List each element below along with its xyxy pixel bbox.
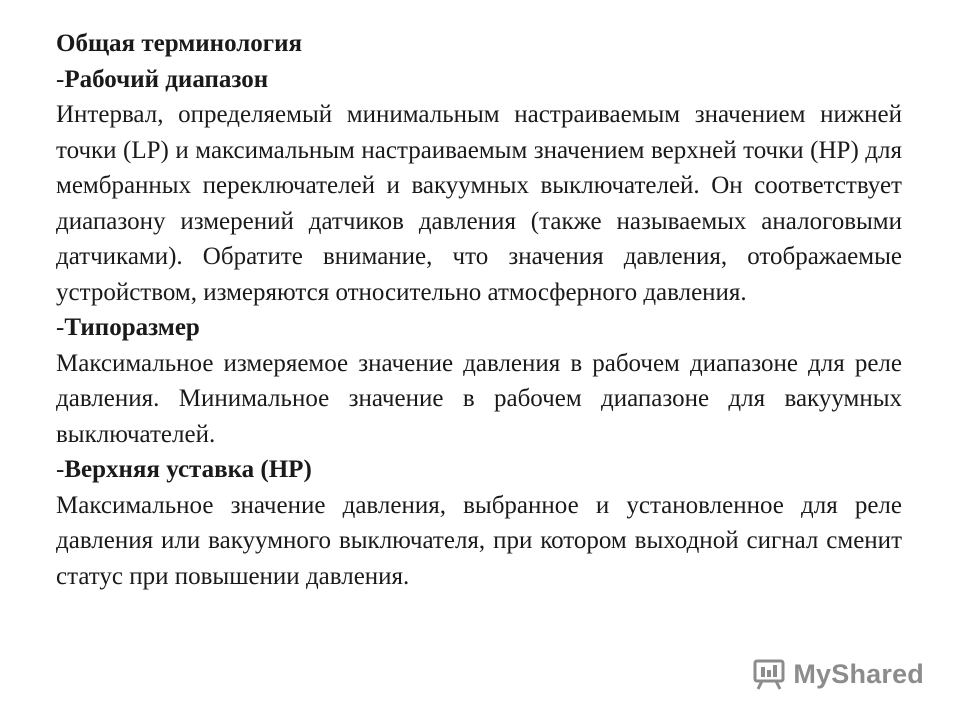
watermark-text: MyShared	[793, 658, 924, 689]
section-dash: -	[56, 65, 65, 93]
section-label: Рабочий диапазон	[64, 65, 269, 93]
section-label: Верхняя уставка (HP)	[64, 456, 312, 483]
section-dash: -	[56, 314, 65, 341]
section-heading-working-range	[56, 62, 902, 98]
section-label: Типоразмер	[64, 314, 200, 341]
document-title: Общая терминология	[56, 30, 303, 57]
presentation-board-icon	[753, 658, 787, 690]
section-text-upper-setpoint: Максимальное значение давления, выбранное и установленное для реле давления или вакуумного выключателя, при котором выходной сигнал сменит статус при повышении давления.	[56, 491, 902, 590]
section-text-size: Максимальное измеряемое значение давления в рабочем диапазоне для реле давления. Минимальное значение в рабочем диапазоне для вакуумных выключателей.	[56, 349, 902, 448]
section-heading-size	[56, 310, 902, 346]
section-dash: -	[56, 456, 65, 483]
watermark[interactable]	[753, 658, 924, 690]
document-body	[56, 26, 902, 594]
section-heading-upper-setpoint	[56, 452, 902, 488]
section-text-working-range: Интервал, определяемый минимальным настраиваемым значением нижней точки (LP) и максимальным настраиваемым значением верхней точки (HP) для мембранных переключателей и вакуумных выключателей. Он соответствует диапазону измерений датчиков давления (также называемых аналоговыми датчиками). Обратите внимание, что значения давления, отображаемые устройством, измеряются относительно атмосферного давления.	[56, 101, 902, 306]
